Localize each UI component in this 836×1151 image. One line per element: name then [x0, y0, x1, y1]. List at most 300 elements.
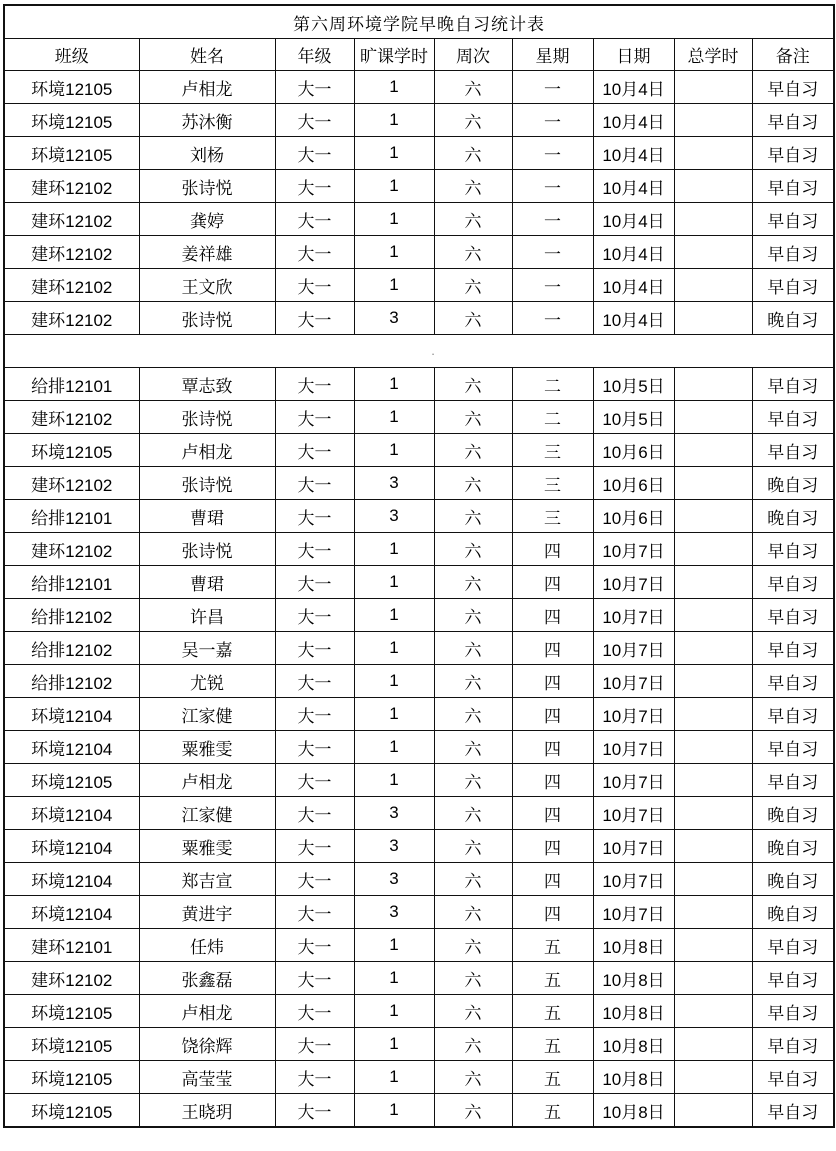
cell-absent-hours: 1: [354, 1094, 434, 1128]
cell-remark: 早自习: [752, 566, 834, 599]
cell-grade: 大一: [275, 104, 354, 137]
cell-total-hours: [674, 236, 752, 269]
cell-total-hours: [674, 533, 752, 566]
cell-grade: 大一: [275, 929, 354, 962]
cell-week-number: 六: [434, 170, 512, 203]
cell-date: 10月8日: [593, 962, 674, 995]
cell-remark: 早自习: [752, 665, 834, 698]
cell-name: 高莹莹: [139, 1061, 275, 1094]
cell-remark: 早自习: [752, 1028, 834, 1061]
cell-grade: 大一: [275, 137, 354, 170]
cell-name: 任炜: [139, 929, 275, 962]
cell-class: 环境12104: [4, 830, 139, 863]
cell-name: 吴一嘉: [139, 632, 275, 665]
table-row: [4, 995, 834, 1028]
cell-total-hours: [674, 137, 752, 170]
table-row: [4, 368, 834, 401]
cell-weekday: 四: [512, 797, 593, 830]
cell-week-number: 六: [434, 302, 512, 335]
table-row: [4, 962, 834, 995]
cell-class: 建环12102: [4, 236, 139, 269]
cell-class: 给排12102: [4, 632, 139, 665]
table-row: [4, 797, 834, 830]
cell-absent-hours: 1: [354, 533, 434, 566]
cell-total-hours: [674, 203, 752, 236]
cell-absent-hours: 1: [354, 1028, 434, 1061]
cell-weekday: 三: [512, 500, 593, 533]
cell-class: 环境12104: [4, 863, 139, 896]
cell-week-number: 六: [434, 269, 512, 302]
cell-grade: 大一: [275, 302, 354, 335]
cell-week-number: 六: [434, 467, 512, 500]
table-row: [4, 170, 834, 203]
cell-total-hours: [674, 830, 752, 863]
cell-name: 卢相龙: [139, 71, 275, 104]
cell-date: 10月4日: [593, 137, 674, 170]
cell-name: 卢相龙: [139, 764, 275, 797]
stray-dot: .: [431, 343, 435, 358]
cell-week-number: 六: [434, 1028, 512, 1061]
table-row: [4, 401, 834, 434]
spacer-row: [4, 335, 834, 368]
cell-remark: 早自习: [752, 401, 834, 434]
cell-class: 建环12102: [4, 203, 139, 236]
table-row: [4, 896, 834, 929]
cell-remark: 早自习: [752, 995, 834, 1028]
cell-class: 环境12105: [4, 1028, 139, 1061]
table-row: [4, 665, 834, 698]
cell-name: 江家健: [139, 698, 275, 731]
cell-grade: 大一: [275, 962, 354, 995]
cell-absent-hours: 3: [354, 830, 434, 863]
cell-class: 建环12102: [4, 269, 139, 302]
cell-week-number: 六: [434, 434, 512, 467]
cell-week-number: 六: [434, 533, 512, 566]
cell-remark: 晚自习: [752, 467, 834, 500]
table-row: [4, 599, 834, 632]
cell-date: 10月8日: [593, 1061, 674, 1094]
spacer-cell: [4, 335, 834, 368]
cell-weekday: 一: [512, 236, 593, 269]
cell-name: 王文欣: [139, 269, 275, 302]
cell-class: 环境12105: [4, 764, 139, 797]
cell-total-hours: [674, 929, 752, 962]
cell-weekday: 三: [512, 467, 593, 500]
table-row: [4, 236, 834, 269]
cell-remark: 早自习: [752, 137, 834, 170]
cell-remark: 晚自习: [752, 797, 834, 830]
cell-name: 姜祥雄: [139, 236, 275, 269]
cell-class: 给排12101: [4, 368, 139, 401]
cell-week-number: 六: [434, 863, 512, 896]
cell-weekday: 一: [512, 203, 593, 236]
table-row: [4, 533, 834, 566]
cell-absent-hours: 3: [354, 467, 434, 500]
cell-absent-hours: 1: [354, 632, 434, 665]
cell-date: 10月4日: [593, 269, 674, 302]
cell-grade: 大一: [275, 599, 354, 632]
header-weekday: 星期: [512, 39, 593, 71]
cell-name: 卢相龙: [139, 434, 275, 467]
cell-date: 10月8日: [593, 995, 674, 1028]
cell-name: 王晓玥: [139, 1094, 275, 1128]
table-row: [4, 929, 834, 962]
cell-week-number: 六: [434, 764, 512, 797]
table-row: [4, 830, 834, 863]
table-row: [4, 500, 834, 533]
cell-total-hours: [674, 1061, 752, 1094]
cell-date: 10月5日: [593, 401, 674, 434]
cell-name: 粟雅雯: [139, 731, 275, 764]
cell-grade: 大一: [275, 830, 354, 863]
cell-week-number: 六: [434, 995, 512, 1028]
cell-class: 环境12105: [4, 995, 139, 1028]
cell-total-hours: [674, 467, 752, 500]
cell-week-number: 六: [434, 104, 512, 137]
cell-total-hours: [674, 698, 752, 731]
cell-total-hours: [674, 896, 752, 929]
cell-name: 张鑫磊: [139, 962, 275, 995]
cell-week-number: 六: [434, 731, 512, 764]
cell-name: 张诗悦: [139, 467, 275, 500]
cell-week-number: 六: [434, 698, 512, 731]
cell-weekday: 四: [512, 632, 593, 665]
cell-grade: 大一: [275, 665, 354, 698]
cell-class: 环境12105: [4, 1061, 139, 1094]
cell-total-hours: [674, 104, 752, 137]
cell-absent-hours: 1: [354, 71, 434, 104]
cell-total-hours: [674, 797, 752, 830]
cell-remark: 早自习: [752, 1094, 834, 1128]
cell-class: 环境12105: [4, 137, 139, 170]
cell-total-hours: [674, 731, 752, 764]
cell-total-hours: [674, 368, 752, 401]
cell-date: 10月5日: [593, 368, 674, 401]
cell-name: 曹珺: [139, 566, 275, 599]
cell-weekday: 二: [512, 401, 593, 434]
cell-date: 10月4日: [593, 170, 674, 203]
table-row: [4, 632, 834, 665]
cell-total-hours: [674, 170, 752, 203]
cell-name: 粟雅雯: [139, 830, 275, 863]
cell-grade: 大一: [275, 467, 354, 500]
cell-date: 10月7日: [593, 764, 674, 797]
table-row: [4, 269, 834, 302]
cell-class: 环境12105: [4, 1094, 139, 1128]
cell-absent-hours: 3: [354, 302, 434, 335]
cell-class: 建环12102: [4, 401, 139, 434]
cell-remark: 早自习: [752, 269, 834, 302]
cell-remark: 早自习: [752, 434, 834, 467]
table-body: [4, 5, 834, 1127]
cell-week-number: 六: [434, 632, 512, 665]
cell-week-number: 六: [434, 1094, 512, 1128]
cell-weekday: 四: [512, 566, 593, 599]
cell-class: 环境12104: [4, 797, 139, 830]
cell-date: 10月4日: [593, 236, 674, 269]
cell-remark: 早自习: [752, 104, 834, 137]
cell-absent-hours: 1: [354, 929, 434, 962]
cell-remark: 早自习: [752, 599, 834, 632]
cell-grade: 大一: [275, 401, 354, 434]
cell-date: 10月6日: [593, 434, 674, 467]
cell-name: 苏沐衡: [139, 104, 275, 137]
cell-class: 建环12102: [4, 467, 139, 500]
cell-grade: 大一: [275, 203, 354, 236]
cell-weekday: 一: [512, 137, 593, 170]
cell-weekday: 四: [512, 731, 593, 764]
cell-weekday: 五: [512, 929, 593, 962]
cell-weekday: 四: [512, 698, 593, 731]
header-date: 日期: [593, 39, 674, 71]
cell-grade: 大一: [275, 896, 354, 929]
cell-week-number: 六: [434, 1061, 512, 1094]
cell-absent-hours: 1: [354, 368, 434, 401]
cell-weekday: 四: [512, 533, 593, 566]
cell-grade: 大一: [275, 764, 354, 797]
cell-week-number: 六: [434, 962, 512, 995]
cell-grade: 大一: [275, 566, 354, 599]
table-row: [4, 1094, 834, 1128]
cell-total-hours: [674, 863, 752, 896]
cell-class: 建环12101: [4, 929, 139, 962]
cell-date: 10月7日: [593, 830, 674, 863]
cell-absent-hours: 1: [354, 764, 434, 797]
cell-remark: 早自习: [752, 731, 834, 764]
cell-name: 张诗悦: [139, 401, 275, 434]
cell-weekday: 一: [512, 269, 593, 302]
cell-name: 卢相龙: [139, 995, 275, 1028]
cell-remark: 早自习: [752, 236, 834, 269]
cell-weekday: 一: [512, 170, 593, 203]
cell-week-number: 六: [434, 71, 512, 104]
cell-weekday: 四: [512, 665, 593, 698]
cell-weekday: 五: [512, 995, 593, 1028]
cell-date: 10月7日: [593, 797, 674, 830]
cell-class: 环境12104: [4, 731, 139, 764]
cell-absent-hours: 3: [354, 797, 434, 830]
cell-grade: 大一: [275, 698, 354, 731]
cell-date: 10月7日: [593, 566, 674, 599]
cell-remark: 早自习: [752, 203, 834, 236]
cell-weekday: 四: [512, 764, 593, 797]
cell-total-hours: [674, 71, 752, 104]
cell-absent-hours: 1: [354, 137, 434, 170]
cell-absent-hours: 1: [354, 665, 434, 698]
cell-absent-hours: 3: [354, 863, 434, 896]
cell-weekday: 五: [512, 1094, 593, 1128]
cell-name: 饶徐辉: [139, 1028, 275, 1061]
table-row: [4, 1028, 834, 1061]
cell-remark: 晚自习: [752, 830, 834, 863]
cell-remark: 早自习: [752, 632, 834, 665]
cell-absent-hours: 1: [354, 995, 434, 1028]
cell-total-hours: [674, 665, 752, 698]
cell-name: 江家健: [139, 797, 275, 830]
cell-absent-hours: 1: [354, 698, 434, 731]
table-row: [4, 104, 834, 137]
header-row: [4, 39, 834, 71]
cell-name: 尤锐: [139, 665, 275, 698]
cell-remark: 早自习: [752, 962, 834, 995]
cell-grade: 大一: [275, 434, 354, 467]
table-row: [4, 764, 834, 797]
cell-date: 10月4日: [593, 104, 674, 137]
cell-name: 张诗悦: [139, 170, 275, 203]
table-row: [4, 434, 834, 467]
header-grade: 年级: [275, 39, 354, 71]
study-statistics-table: [3, 4, 835, 1128]
cell-grade: 大一: [275, 863, 354, 896]
cell-total-hours: [674, 269, 752, 302]
cell-date: 10月7日: [593, 863, 674, 896]
table-row: [4, 467, 834, 500]
cell-remark: 早自习: [752, 170, 834, 203]
cell-date: 10月7日: [593, 632, 674, 665]
cell-date: 10月7日: [593, 533, 674, 566]
cell-date: 10月6日: [593, 500, 674, 533]
cell-weekday: 四: [512, 599, 593, 632]
cell-remark: 早自习: [752, 71, 834, 104]
cell-total-hours: [674, 962, 752, 995]
cell-name: 刘杨: [139, 137, 275, 170]
cell-week-number: 六: [434, 500, 512, 533]
cell-total-hours: [674, 566, 752, 599]
cell-date: 10月7日: [593, 599, 674, 632]
cell-weekday: 二: [512, 368, 593, 401]
cell-weekday: 一: [512, 302, 593, 335]
cell-grade: 大一: [275, 1094, 354, 1128]
cell-name: 许昌: [139, 599, 275, 632]
header-class: 班级: [4, 39, 139, 71]
cell-weekday: 四: [512, 830, 593, 863]
cell-week-number: 六: [434, 401, 512, 434]
cell-absent-hours: 1: [354, 104, 434, 137]
cell-weekday: 一: [512, 71, 593, 104]
cell-week-number: 六: [434, 368, 512, 401]
cell-class: 环境12105: [4, 71, 139, 104]
cell-class: 给排12101: [4, 500, 139, 533]
cell-remark: 早自习: [752, 368, 834, 401]
cell-week-number: 六: [434, 830, 512, 863]
cell-date: 10月7日: [593, 698, 674, 731]
cell-date: 10月7日: [593, 896, 674, 929]
cell-name: 郑吉宣: [139, 863, 275, 896]
cell-name: 曹珺: [139, 500, 275, 533]
cell-class: 建环12102: [4, 170, 139, 203]
cell-absent-hours: 1: [354, 434, 434, 467]
cell-weekday: 四: [512, 863, 593, 896]
cell-absent-hours: 1: [354, 566, 434, 599]
cell-week-number: 六: [434, 797, 512, 830]
cell-absent-hours: 1: [354, 236, 434, 269]
cell-total-hours: [674, 302, 752, 335]
cell-weekday: 三: [512, 434, 593, 467]
cell-date: 10月4日: [593, 302, 674, 335]
cell-weekday: 五: [512, 1061, 593, 1094]
cell-grade: 大一: [275, 500, 354, 533]
cell-grade: 大一: [275, 1061, 354, 1094]
cell-name: 覃志致: [139, 368, 275, 401]
cell-week-number: 六: [434, 665, 512, 698]
header-absent-hours: 旷课学时: [354, 39, 434, 71]
cell-class: 环境12105: [4, 434, 139, 467]
cell-weekday: 四: [512, 896, 593, 929]
cell-class: 环境12105: [4, 104, 139, 137]
table-row: [4, 863, 834, 896]
title-row: [4, 5, 834, 39]
cell-remark: 晚自习: [752, 896, 834, 929]
cell-week-number: 六: [434, 566, 512, 599]
cell-remark: 早自习: [752, 533, 834, 566]
cell-total-hours: [674, 1028, 752, 1061]
cell-class: 给排12102: [4, 665, 139, 698]
cell-total-hours: [674, 401, 752, 434]
cell-total-hours: [674, 764, 752, 797]
cell-grade: 大一: [275, 797, 354, 830]
cell-weekday: 五: [512, 1028, 593, 1061]
table-title: 第六周环境学院早晚自习统计表: [4, 5, 834, 39]
cell-name: 龚婷: [139, 203, 275, 236]
cell-total-hours: [674, 632, 752, 665]
cell-absent-hours: 1: [354, 203, 434, 236]
cell-class: 建环12102: [4, 302, 139, 335]
cell-absent-hours: 1: [354, 170, 434, 203]
cell-remark: 晚自习: [752, 863, 834, 896]
cell-absent-hours: 1: [354, 962, 434, 995]
cell-name: 张诗悦: [139, 302, 275, 335]
cell-date: 10月4日: [593, 71, 674, 104]
table-row: [4, 698, 834, 731]
cell-remark: 早自习: [752, 929, 834, 962]
cell-date: 10月7日: [593, 731, 674, 764]
cell-total-hours: [674, 500, 752, 533]
cell-name: 黄进宇: [139, 896, 275, 929]
cell-class: 给排12102: [4, 599, 139, 632]
cell-remark: 晚自习: [752, 302, 834, 335]
cell-grade: 大一: [275, 71, 354, 104]
cell-weekday: 一: [512, 104, 593, 137]
cell-week-number: 六: [434, 599, 512, 632]
cell-total-hours: [674, 1094, 752, 1128]
table-row: [4, 203, 834, 236]
table-row: [4, 302, 834, 335]
cell-grade: 大一: [275, 170, 354, 203]
header-name: 姓名: [139, 39, 275, 71]
cell-date: 10月7日: [593, 665, 674, 698]
cell-remark: 早自习: [752, 1061, 834, 1094]
cell-grade: 大一: [275, 533, 354, 566]
table-row: [4, 566, 834, 599]
cell-date: 10月8日: [593, 929, 674, 962]
cell-absent-hours: 3: [354, 896, 434, 929]
cell-remark: 晚自习: [752, 500, 834, 533]
cell-week-number: 六: [434, 929, 512, 962]
table-row: [4, 1061, 834, 1094]
cell-class: 建环12102: [4, 962, 139, 995]
cell-grade: 大一: [275, 269, 354, 302]
header-week-number: 周次: [434, 39, 512, 71]
cell-class: 环境12104: [4, 698, 139, 731]
cell-week-number: 六: [434, 236, 512, 269]
cell-grade: 大一: [275, 1028, 354, 1061]
cell-grade: 大一: [275, 995, 354, 1028]
cell-total-hours: [674, 434, 752, 467]
cell-week-number: 六: [434, 137, 512, 170]
cell-grade: 大一: [275, 368, 354, 401]
table-row: [4, 137, 834, 170]
cell-absent-hours: 1: [354, 401, 434, 434]
